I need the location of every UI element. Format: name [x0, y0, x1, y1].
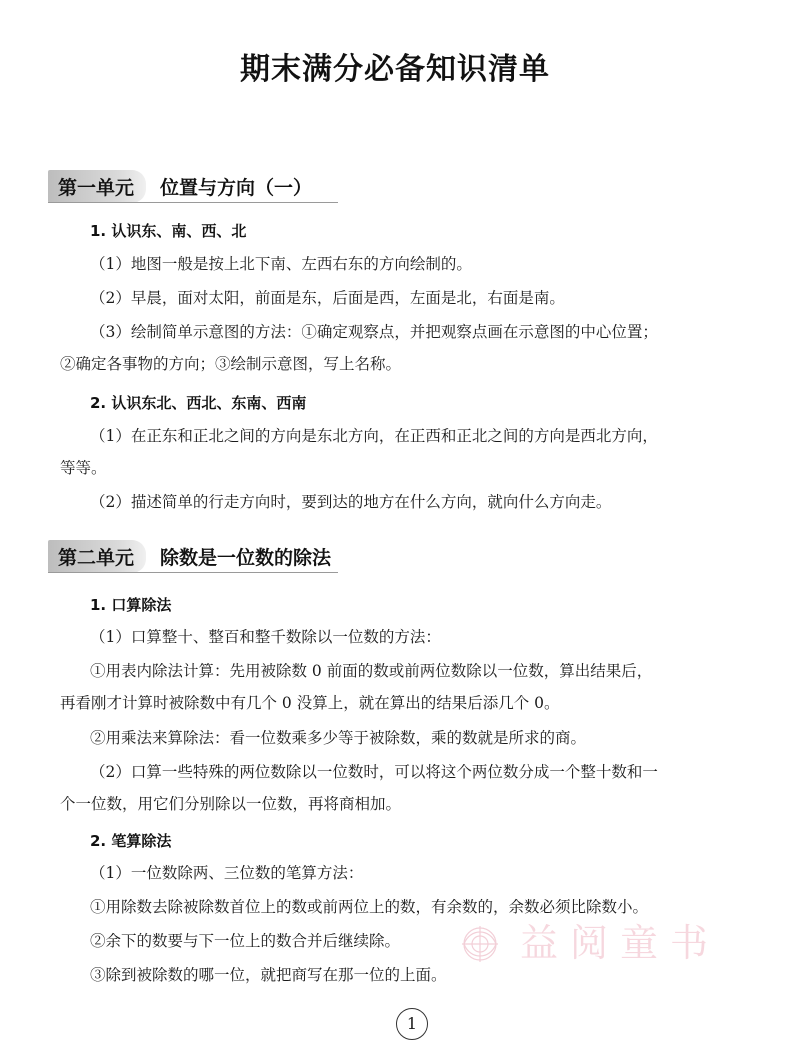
- unit-2-section-1-heading: 1. 口算除法: [90, 596, 172, 614]
- unit-2-section-2-heading: 2. 笔算除法: [90, 832, 172, 850]
- unit-1-section-2-heading: 2. 认识东北、西北、东南、西南: [90, 394, 307, 412]
- unit-1-section-1-heading: 1. 认识东、南、西、北: [90, 222, 247, 240]
- page-title: 期末满分必备知识清单: [240, 52, 550, 87]
- unit-2-paragraph-5: （1）一位数除两、三位数的笔算方法：: [90, 864, 364, 882]
- unit-2-paragraph-7: ②余下的数要与下一位上的数合并后继续除。: [90, 932, 401, 950]
- unit-2-paragraph-2: ①用表内除法计算：先用被除数 0 前面的数或前两位数除以一位数，算出结果后， 再看刚才计算时被除数中有几个 0 没算上，就在算出的结果后添几个 0。: [60, 662, 653, 712]
- watermark-text: 益阅童书: [520, 921, 721, 965]
- unit-2-paragraph-1: （1）口算整十、整百和整千数除以一位数的方法：: [90, 628, 441, 646]
- unit-1-paragraph-1: （1）地图一般是按上北下南、左西右东的方向绘制的。: [90, 255, 472, 273]
- unit-2-underline: [48, 572, 338, 573]
- unit-2-paragraph-3: ②用乘法来算除法：看一位数乘多少等于被除数，乘的数就是所求的商。: [90, 729, 587, 747]
- unit-1-title: 位置与方向（一）: [160, 176, 313, 199]
- unit-2-header: [48, 540, 331, 572]
- unit-2-paragraph-6: ①用除数去除被除数首位上的数或前两位上的数，有余数的，余数必须比除数小。: [90, 898, 649, 916]
- unit-1-underline: [48, 202, 338, 203]
- unit-2-tag: 第二单元: [48, 540, 146, 573]
- unit-1-paragraph-2: （2）早晨，面对太阳，前面是东，后面是西，左面是北，右面是南。: [90, 289, 565, 307]
- unit-2-title: 除数是一位数的除法: [160, 546, 332, 569]
- unit-1-paragraph-3: （3）绘制简单示意图的方法：①确定观察点，并把观察点画在示意图的中心位置； ②确定各事物的方向；③绘制示意图，写上名称。: [60, 323, 658, 373]
- unit-1-paragraph-5: （2）描述简单的行走方向时，要到达的地方在什么方向，就向什么方向走。: [90, 493, 612, 511]
- unit-2-paragraph-4: （2）口算一些特殊的两位数除以一位数时，可以将这个两位数分成一个整十数和一 个一位数，用它们分别除以一位数，再将商相加。: [60, 763, 658, 813]
- unit-1-header: [48, 170, 312, 202]
- unit-2-paragraph-8: ③除到被除数的哪一位，就把商写在那一位的上面。: [90, 966, 447, 984]
- unit-1-paragraph-4: （1）在正东和正北之间的方向是东北方向，在正西和正北之间的方向是西北方向， 等等。: [60, 427, 658, 477]
- page-number: 1: [396, 1008, 428, 1040]
- unit-1-tag: 第一单元: [48, 170, 146, 203]
- watermark-logo: [440, 908, 760, 978]
